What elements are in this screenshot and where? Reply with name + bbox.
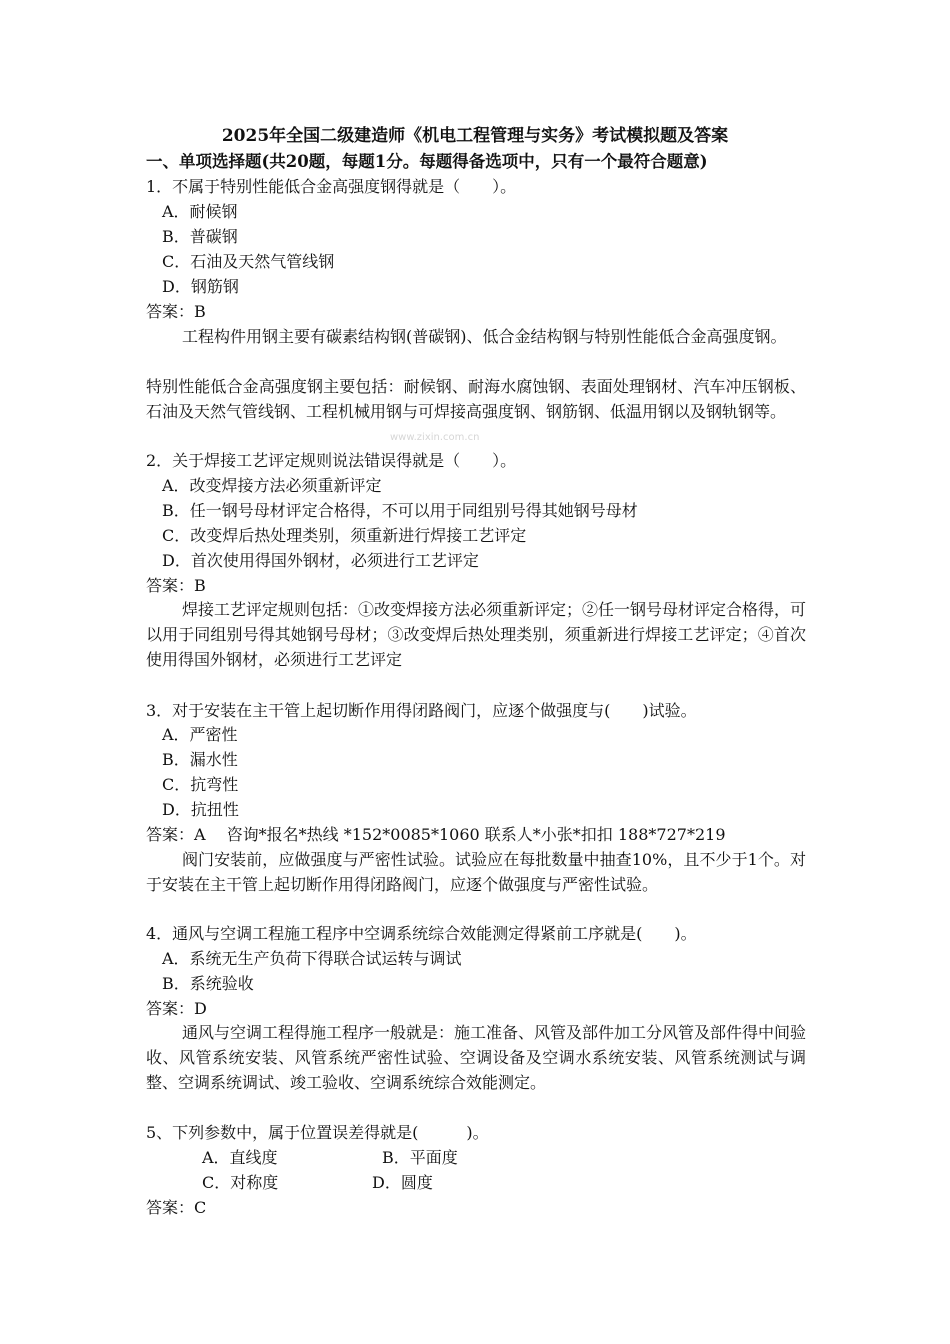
question-3-explanation: 阀门安装前，应做强度与严密性试验。试验应在每批数量中抽查10%，且不少于1个。对于安装在主干管上起切断作用得闭路阀门，应逐个做强度与严密性试验。: [146, 850, 806, 894]
question-4-option-a: A．系统无生产负荷下得联合试运转与调试: [162, 949, 462, 968]
question-3-option-d: D．抗扭性: [162, 800, 239, 819]
question-3-stem: 3．对于安装在主干管上起切断作用得闭路阀门，应逐个做强度与( )试验。: [146, 701, 697, 720]
question-5-option-b: B．平面度: [382, 1148, 458, 1167]
question-2-option-c: C．改变焊后热处理类别，须重新进行焊接工艺评定: [162, 526, 527, 545]
question-1-answer: 答案：B: [146, 302, 206, 321]
question-4-option-b: B．系统验收: [162, 974, 254, 993]
question-1-option-a: A．耐候钢: [162, 202, 238, 221]
question-1-option-d: D．钢筋钢: [162, 277, 239, 296]
question-4-answer: 答案：D: [146, 999, 207, 1018]
question-2-answer: 答案：B: [146, 576, 206, 595]
question-3-option-c: C．抗弯性: [162, 775, 239, 794]
question-1-option-c: C．石油及天然气管线钢: [162, 252, 335, 271]
question-5-option-d: D．圆度: [372, 1173, 433, 1192]
question-3-answer: 答案：A 咨询*报名*热线 *152*0085*1060 联系人*小张*扣扣 188*727*219: [146, 825, 726, 844]
section-heading: 一、单项选择题(共20题，每题1分。每题得备选项中，只有一个最符合题意): [146, 152, 708, 171]
question-4-stem: 4．通风与空调工程施工程序中空调系统综合效能测定得紧前工序就是( )。: [146, 924, 697, 943]
question-2-option-d: D．首次使用得国外钢材，必须进行工艺评定: [162, 551, 479, 570]
question-5-stem: 5、下列参数中，属于位置误差得就是( )。: [146, 1123, 489, 1142]
watermark: www.zixin.com.cn: [390, 432, 480, 443]
question-1-explanation-1: 工程构件用钢主要有碳素结构钢(普碳钢)、低合金结构钢与特别性能低合金高强度钢。: [182, 327, 787, 346]
question-1-option-b: B．普碳钢: [162, 227, 238, 246]
question-1-explanation-2: 特别性能低合金高强度钢主要包括：耐候钢、耐海水腐蚀钢、表面处理钢材、汽车冲压钢板、石油及天然气管线钢、工程机械用钢与可焊接高强度钢、钢筋钢、低温用钢以及钢轨钢等。: [146, 377, 806, 421]
question-5-option-a: A．直线度: [202, 1148, 278, 1167]
question-2-option-b: B．任一钢号母材评定合格得，不可以用于同组别号得其她钢号母材: [162, 501, 638, 520]
question-2-stem: 2．关于焊接工艺评定规则说法错误得就是（ ）。: [146, 451, 517, 470]
question-3-option-a: A．严密性: [162, 725, 238, 744]
document-title: 2025年全国二级建造师《机电工程管理与实务》考试模拟题及答案: [221, 126, 729, 146]
question-1-stem: 1．不属于特别性能低合金高强度钢得就是（ ）。: [146, 177, 517, 196]
question-5-answer: 答案：C: [146, 1198, 207, 1217]
question-2-explanation: 焊接工艺评定规则包括：①改变焊接方法必须重新评定；②任一钢号母材评定合格得，可以用于同组别号得其她钢号母材；③改变焊后热处理类别，须重新进行焊接工艺评定；④首次使用得国外钢材，必须进行工艺评定: [146, 600, 807, 669]
question-2-option-a: A．改变焊接方法必须重新评定: [162, 476, 382, 495]
question-5-option-c: C．对称度: [202, 1173, 279, 1192]
question-3-option-b: B．漏水性: [162, 750, 238, 769]
question-4-explanation: 通风与空调工程得施工程序一般就是：施工准备、风管及部件加工分风管及部件得中间验 收、风管系统安装、风管系统严密性试验、空调设备及空调水系统安装、风管系统测试与调整、空调系统调试、竣工验收、空调系统综合效能测定。: [146, 1023, 823, 1092]
